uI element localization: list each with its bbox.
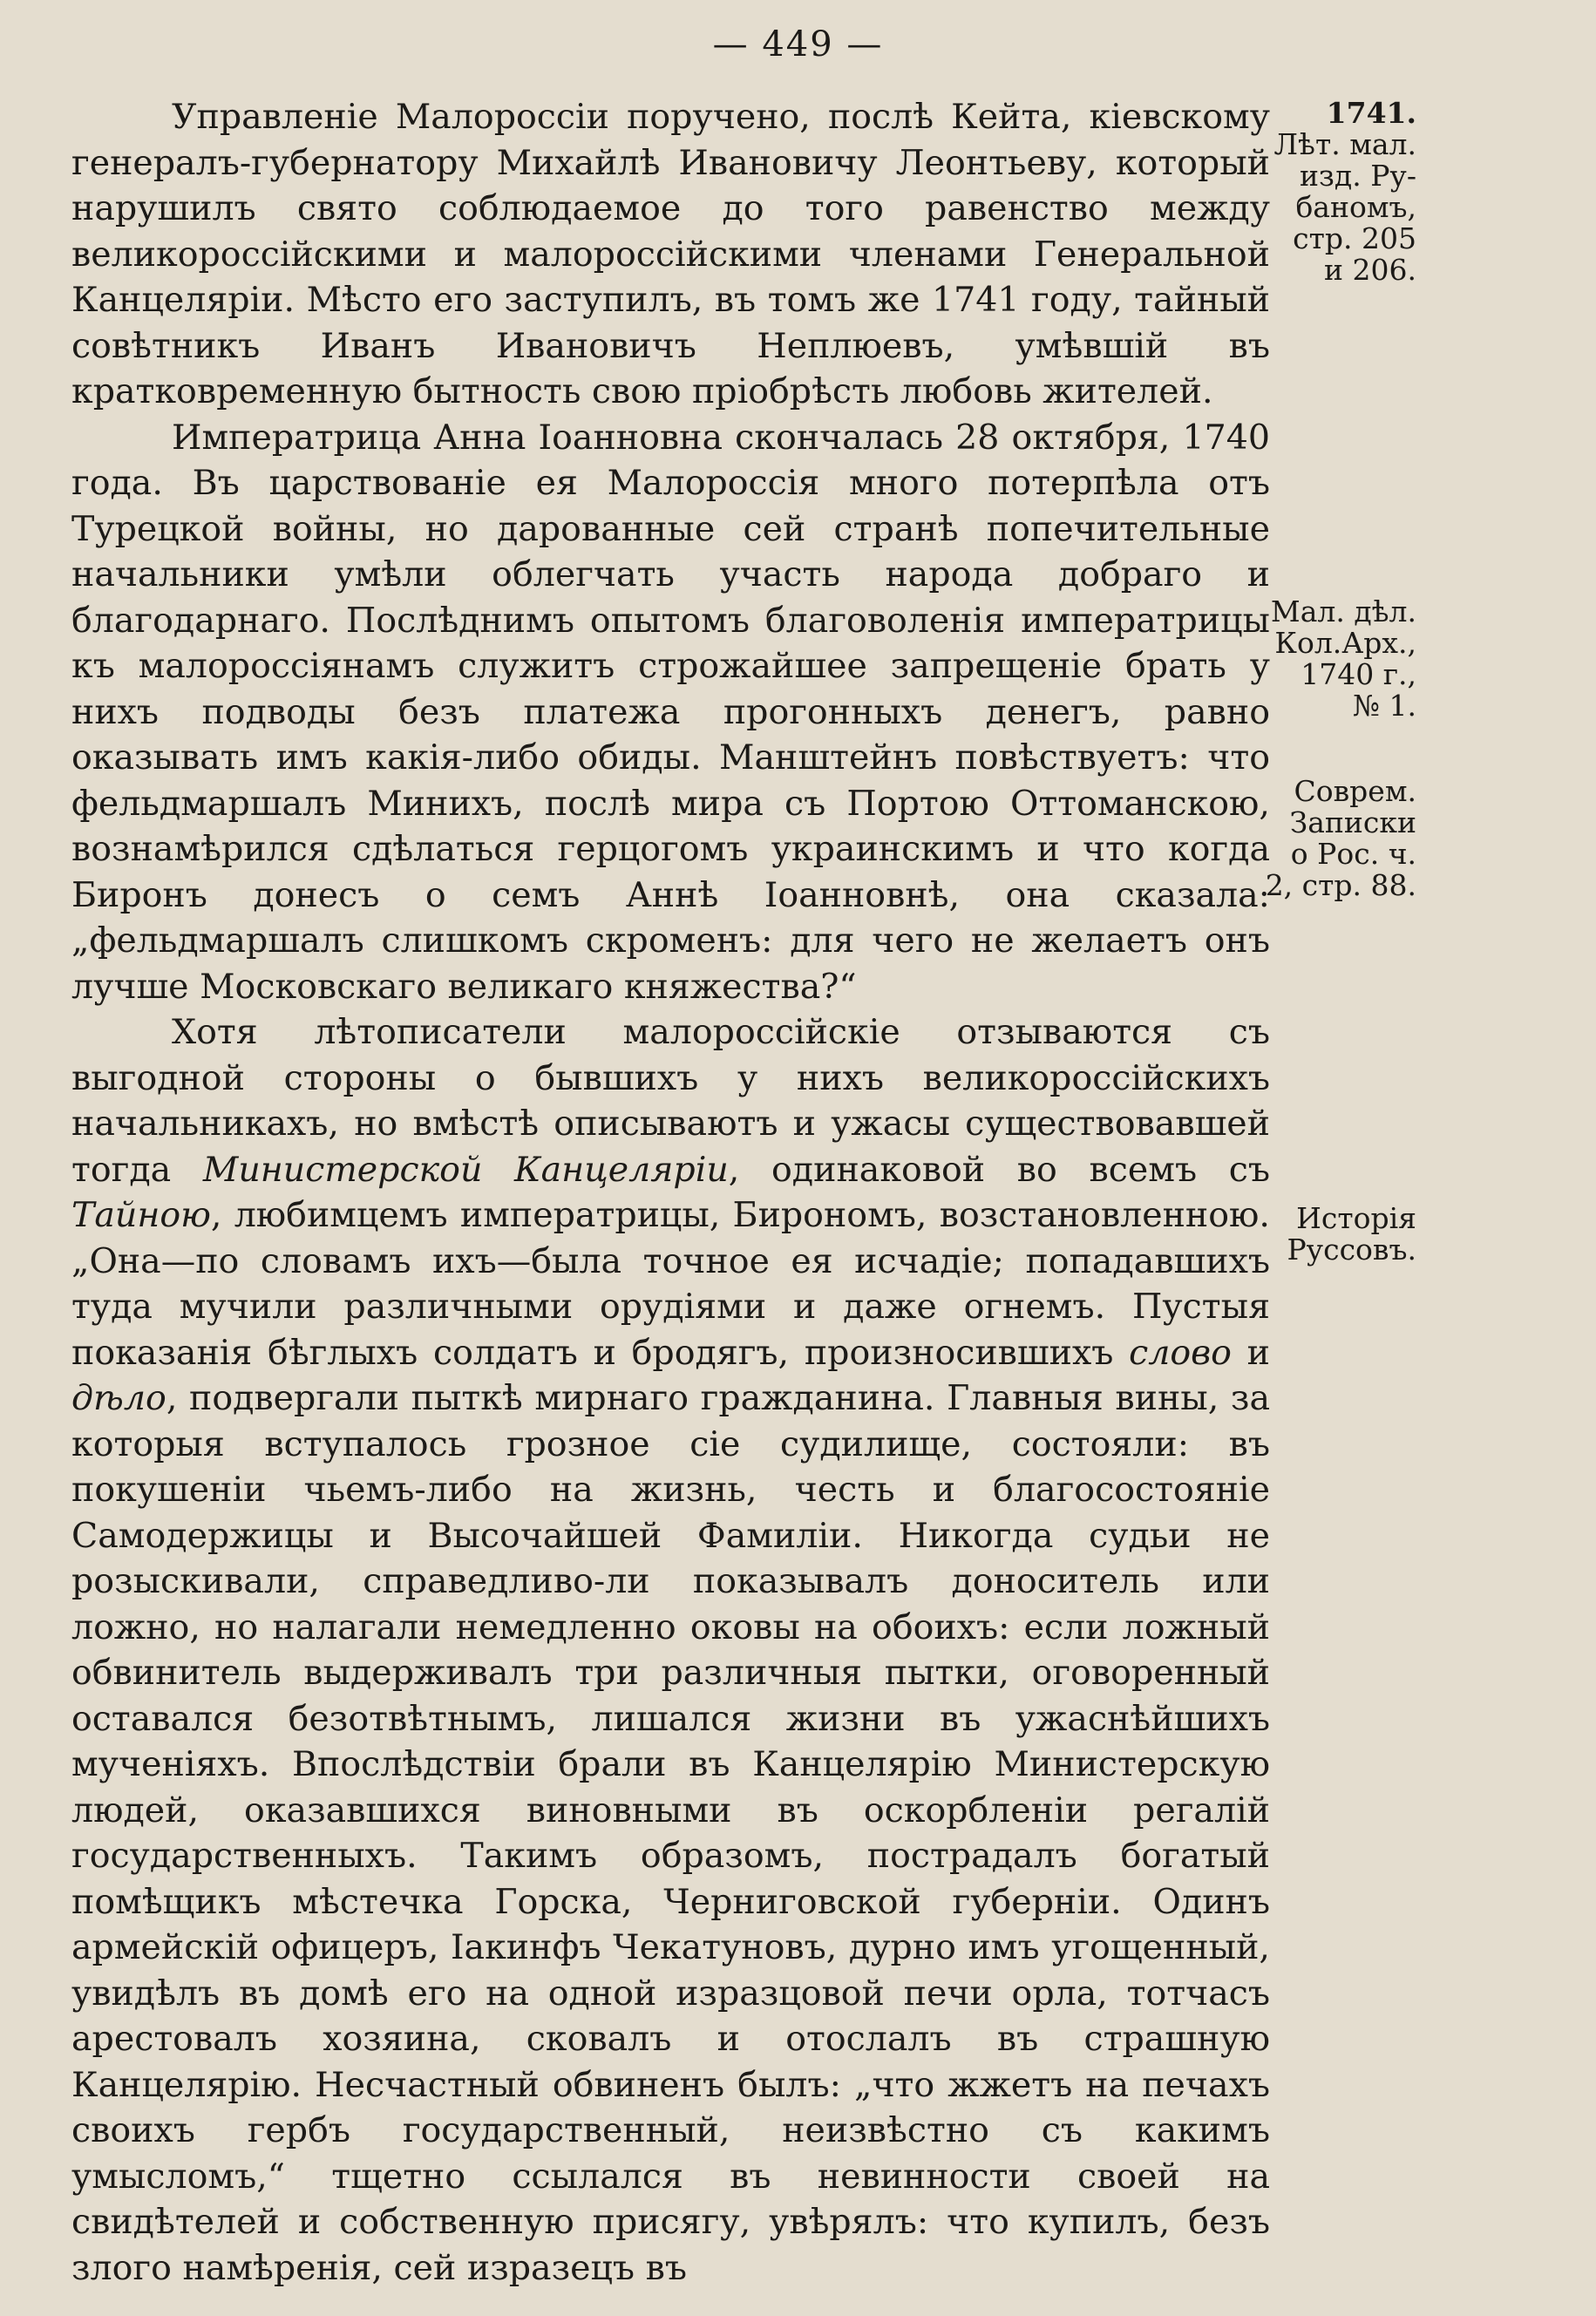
margin-note-line: 1740 г., xyxy=(1301,657,1416,691)
italic-term: Министерской Канцеляріи xyxy=(202,1149,729,1190)
margin-note xyxy=(1260,98,1416,286)
margin-note-line: Записки xyxy=(1289,805,1416,839)
margin-note-line: Лѣт. мал. xyxy=(1273,127,1416,161)
margin-note-line: изд. Ру- xyxy=(1299,159,1416,193)
main-text xyxy=(71,94,1270,2291)
margin-note-line: № 1. xyxy=(1352,689,1416,723)
margin-note-line: стр. 205 xyxy=(1293,221,1416,255)
paragraph-2: Императрица Анна Іоанновна скончалась 28 октября, 1740 года. Въ царствованіе ея Малороссія много потерпѣла отъ Турецкой войны, но дарованные сей странѣ попечительные начальники умѣли облегчать участь народа добраго и благодарнаго. Послѣднимъ опытомъ благоволенія императрицы къ малороссіянамъ служитъ строжайшее запрещеніе брать у нихъ подводы безъ платежа прогонныхъ денегъ, равно оказывать имъ какія-либо обиды. Манштейнъ повѣствуетъ: что фельдмаршалъ Минихъ, послѣ мира съ Портою Оттоманскою, вознамѣрился сдѣлаться герцогомъ украинскимъ и что когда Биронъ донесъ о семъ Аннѣ Іоанновнѣ, она сказала: „фельдмаршалъ слишкомъ скроменъ: для чего не желаетъ онъ лучше Московскаго великаго княжества?“ xyxy=(71,417,1270,1007)
italic-term: дѣло xyxy=(71,1378,166,1418)
italic-term: слово xyxy=(1129,1332,1232,1373)
margin-note-line: 2, стр. 88. xyxy=(1265,868,1416,902)
italic-term: Тайною xyxy=(71,1195,211,1235)
margin-note-line: о Рос. ч. xyxy=(1290,837,1416,871)
page-number: — 449 — xyxy=(712,24,884,65)
margin-note-line: Соврем. xyxy=(1294,774,1416,808)
margin-note xyxy=(1260,1203,1416,1266)
margin-note-line: Мал. дѣл. xyxy=(1270,594,1416,628)
paragraph-3: Хотя лѣтописатели малороссійскіе отзываются съ выгодной стороны о бывшихъ у нихъ великороссійскихъ начальникахъ, но вмѣстѣ описываютъ и ужасы существовавшей тогда Министерской Канцеляріи, одинаковой во всемъ съ Тайною, любимцемъ императрицы, Бирономъ, возстановленною. „Она—по словамъ ихъ—была точное ея исчадіе; попадавшихъ туда мучили различными орудіями и даже огнемъ. Пустыя показанія бѣглыхъ солдатъ и бродягъ, произносившихъ слово и дѣло, подвергали пыткѣ мирнаго гражданина. Главныя вины, за которыя вступалось грозное сіе судилище, состояли: въ покушеніи чьемъ-либо на жизнь, честь и благосостояніе Самодержицы и Высочайшей Фамиліи. Никогда судьи не розыскивали, справедливо-ли показывалъ доноситель или ложно, но налагали немедленно оковы на обоихъ: если ложный обвинитель выдерживалъ три различныя пытки, оговоренный оставался безотвѣтнымъ, лишался жизни въ ужаснѣйшихъ мученіяхъ. Впослѣдствіи брали въ Канцелярію Министерскую людей, оказавшихся виновными въ оскорбленіи регалій государственныхъ. Такимъ образомъ, пострадалъ богатый помѣщикъ мѣстечка Горска, Черниговской губерніи. Одинъ армейскій офицеръ, Іакинфъ Чекатуновъ, дурно имъ угощенный, увидѣлъ въ домѣ его на одной изразцовой печи орла, тотчасъ арестовалъ хозяина, сковалъ и отослалъ въ страшную Канцелярію. Несчастный обвиненъ былъ: „что жжетъ на печахъ своихъ гербъ государственный, неизвѣстно съ какимъ умысломъ,“ тщетно ссылался въ невинности своей на свидѣтелей и собственную присягу, увѣрялъ: что купилъ, безъ злого намѣренія, сей изразецъ въ xyxy=(71,1012,1270,2288)
paragraph-1: Управленіе Малороссіи поручено, послѣ Кейта, кіевскому генералъ-губернатору Михайлѣ Ивановичу Леонтьеву, который нарушилъ свято соблюдаемое до того равенство между великороссійскими и малороссійскими членами Генеральной Канцеляріи. Мѣсто его заступилъ, въ томъ же 1741 году, тайный совѣтникъ Иванъ Ивановичъ Неплюевъ, умѣвшій въ кратковременную бытность свою пріобрѣсть любовь жителей. xyxy=(71,97,1270,411)
margin-note-line: и 206. xyxy=(1324,253,1416,287)
margin-note-line: Руссовъ. xyxy=(1287,1233,1416,1267)
margin-note xyxy=(1260,776,1416,901)
margin-note-line: Кол.Арх., xyxy=(1274,626,1416,660)
margin-note xyxy=(1260,596,1416,722)
margin-note-line: 1741. xyxy=(1326,96,1416,130)
margin-note-line: баномъ, xyxy=(1295,190,1416,224)
margin-note-line: Исторія xyxy=(1296,1201,1416,1235)
